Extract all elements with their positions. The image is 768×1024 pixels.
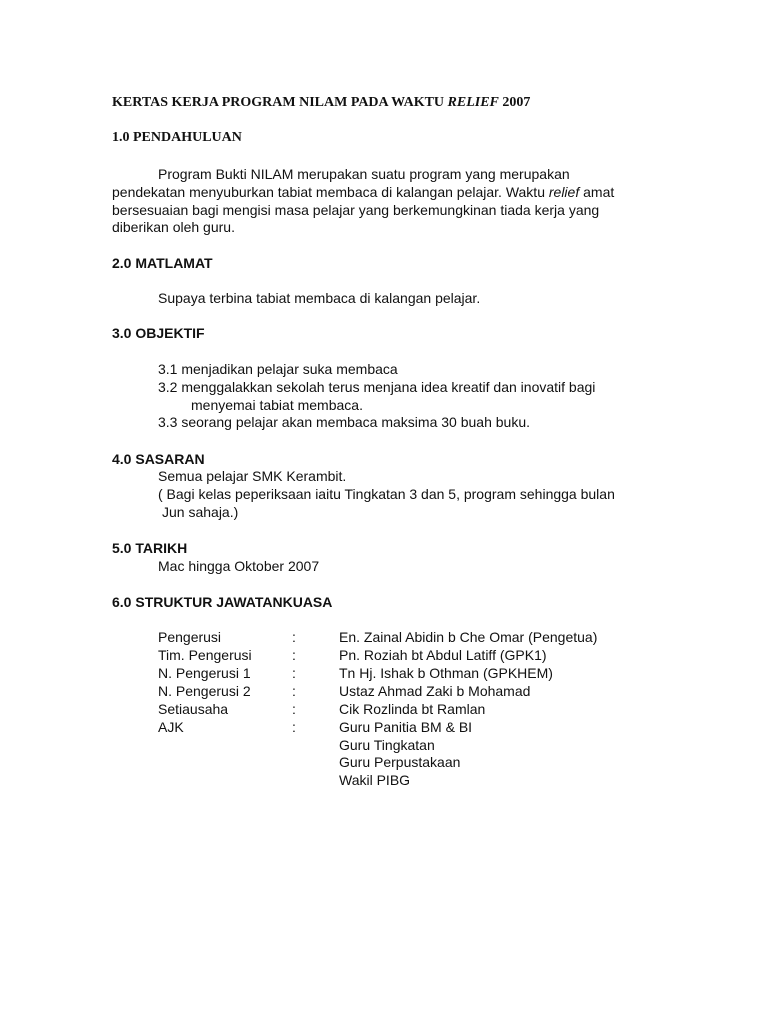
pendahuluan-line-1: Program Bukti NILAM merupakan suatu program yang merupakan (158, 166, 570, 182)
objektif-item-2-cont: menyemai tabiat membaca. (191, 397, 363, 413)
pendahuluan-line-2-text: pendekatan menyuburkan tabiat membaca di kalangan pelajar. Waktu (112, 184, 549, 200)
title-year: 2007 (498, 95, 531, 110)
member-name: Ustaz Ahmad Zaki b Mohamad (339, 683, 531, 699)
sasaran-line-1: Semua pelajar SMK Kerambit. (158, 468, 347, 484)
role-label: Setiausaha (158, 701, 229, 717)
member-name: Guru Perpustakaan (339, 754, 461, 770)
tarikh-text: Mac hingga Oktober 2007 (158, 558, 320, 574)
role-label: N. Pengerusi 1 (158, 665, 251, 681)
member-name: Cik Rozlinda bt Ramlan (339, 701, 486, 717)
heading-pendahuluan: 1.0 PENDAHULUAN (112, 130, 242, 145)
member-name: Tn Hj. Ishak b Othman (GPKHEM) (339, 665, 553, 681)
role-label: N. Pengerusi 2 (158, 683, 251, 699)
document-title (112, 94, 530, 112)
pendahuluan-line-4: diberikan oleh guru. (112, 219, 235, 235)
title-text: KERTAS KERJA PROGRAM NILAM PADA WAKTU (112, 95, 448, 110)
pendahuluan-italic: relief (548, 184, 580, 200)
objektif-item-2: 3.2 menggalakkan sekolah terus menjana idea kreatif dan inovatif bagi (158, 379, 596, 395)
member-name: En. Zainal Abidin b Che Omar (Pengetua) (339, 629, 598, 645)
pendahuluan-line-2-end: amat (579, 184, 615, 200)
objektif-item-1: 3.1 menjadikan pelajar suka membaca (158, 361, 398, 377)
heading-tarikh: 5.0 TARIKH (112, 540, 188, 556)
member-name: Pn. Roziah bt Abdul Latiff (GPK1) (339, 647, 547, 663)
role-colon: : (292, 701, 296, 717)
role-colon: : (292, 719, 296, 735)
sasaran-line-3: Jun sahaja.) (162, 504, 239, 520)
heading-struktur: 6.0 STRUKTUR JAWATANKUASA (112, 594, 333, 610)
member-name: Guru Panitia BM & BI (339, 719, 473, 735)
role-colon: : (292, 683, 296, 699)
heading-objektif: 3.0 OBJEKTIF (112, 325, 205, 341)
role-colon: : (292, 665, 296, 681)
member-name: Guru Tingkatan (339, 737, 435, 753)
pendahuluan-line-2 (112, 183, 614, 201)
role-label: AJK (158, 719, 184, 735)
sasaran-line-2: ( Bagi kelas peperiksaan iaitu Tingkatan 3 dan 5, program sehingga bulan (158, 486, 615, 502)
role-colon: : (292, 647, 296, 663)
member-name: Wakil PIBG (339, 772, 411, 788)
role-label: Pengerusi (158, 629, 222, 645)
heading-matlamat: 2.0 MATLAMAT (112, 255, 213, 271)
matlamat-text: Supaya terbina tabiat membaca di kalangan pelajar. (158, 290, 481, 306)
title-italic: RELIEF (447, 95, 499, 110)
objektif-item-3: 3.3 seorang pelajar akan membaca maksima 30 buah buku. (158, 414, 530, 430)
role-colon: : (292, 629, 296, 645)
heading-sasaran: 4.0 SASARAN (112, 451, 205, 467)
pendahuluan-line-3: bersesuaian bagi mengisi masa pelajar yang berkemungkinan tiada kerja yang (112, 202, 600, 218)
role-label: Tim. Pengerusi (158, 647, 252, 663)
